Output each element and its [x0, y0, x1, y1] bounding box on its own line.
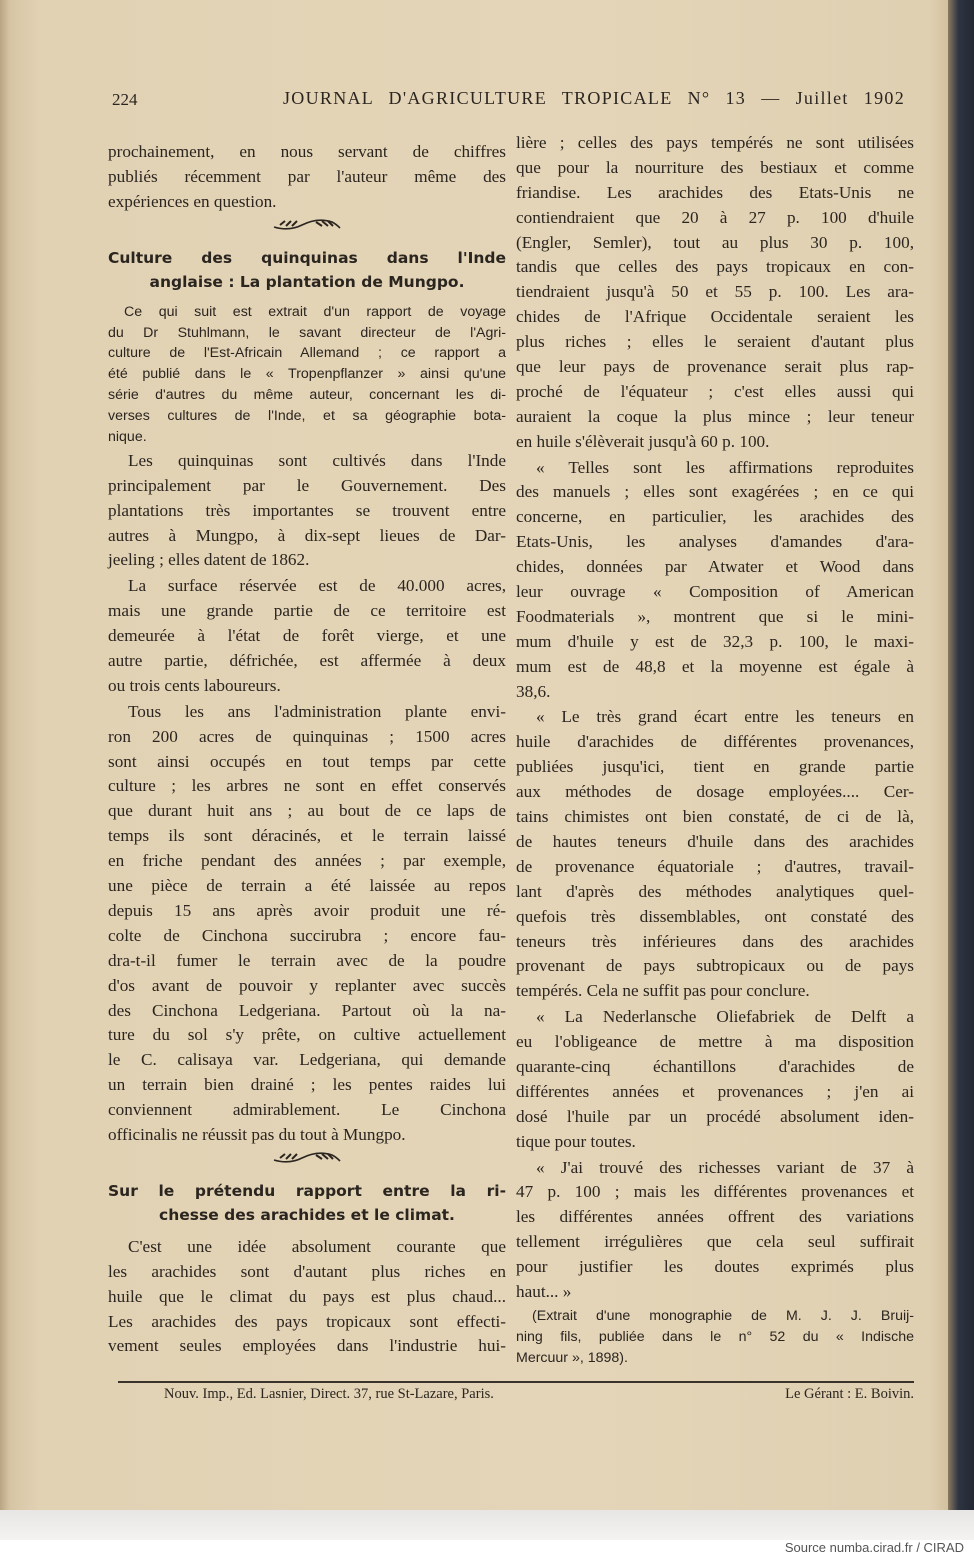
text-line: principalement par le Gouvernement. Des [108, 475, 506, 495]
section-heading [108, 1179, 506, 1227]
heading-line: Sur le prétendu rapport entre la ri- [108, 1181, 506, 1200]
text-line: vement seules employées dans l'industrie hui- [108, 1336, 506, 1356]
text-line: auraient la coque la plus mince ; leur teneur [516, 406, 914, 426]
text-line: pour justifier les doutes exprimés plus [516, 1257, 914, 1277]
manager-credit: Le Gérant : E. Boivin. [785, 1386, 914, 1402]
running-title: JOURNAL D'AGRICULTURE TROPICALE N° 13 — Juillet 1902 [283, 88, 905, 108]
paragraph [516, 456, 914, 705]
text-column-right [516, 131, 914, 1370]
text-line: quarante-cinq échantillons d'arachides de [516, 1056, 914, 1076]
text-line: mum est de 48,8 et la moyenne est égale à [516, 656, 914, 676]
text-line: nique. [108, 429, 147, 446]
text-line: leur ouvrage « Composition of American [516, 582, 914, 602]
text-line: sont ainsi occupés en tout temps par cette [108, 751, 506, 771]
text-line: ou trois cents laboureurs. [108, 675, 281, 695]
text-line: colte de Cinchona succirubra ; encore fau- [108, 925, 506, 945]
text-line: ron 200 acres de quinquinas ; 1500 acres [108, 726, 506, 746]
text-line: « J'ai trouvé des richesses variant de 37 à [536, 1157, 914, 1177]
editorial-note [516, 1306, 914, 1369]
text-line: publiés récemment par l'auteur même des [108, 166, 506, 186]
paragraph [108, 700, 506, 1148]
text-line: ning fils, publiée dans le n° 52 du « Indische [516, 1328, 914, 1345]
text-line: tellement irrégulières que cela seul suffirait [516, 1232, 914, 1252]
paragraph [516, 131, 914, 455]
heading-line: anglaise : La plantation de Mungpo. [149, 272, 465, 291]
editorial-note [108, 302, 506, 448]
text-line: mum d'huile y est de 32,3 p. 100, le maxi- [516, 631, 914, 651]
paragraph [108, 140, 506, 215]
source-credit: Source numba.cirad.fr / CIRAD [784, 1540, 964, 1555]
fleuron-ornament-icon [272, 1149, 342, 1165]
text-line: expériences en question. [108, 191, 277, 211]
text-line: teneurs très inférieures dans des arachides [516, 931, 914, 951]
text-line: huile d'arachides de différentes provenances, [516, 732, 914, 752]
text-line: autres à Mungpo, à dix-sept lieues de Dar- [108, 525, 506, 545]
text-line: de provenance équatoriale ; d'autres, travail- [516, 856, 914, 876]
text-line: en friche pendant des années ; par exemple, [108, 851, 506, 871]
text-line: du Dr Stuhlmann, le savant directeur de l'Agri- [108, 324, 506, 341]
ornament-divider [108, 216, 506, 242]
paragraph [516, 705, 914, 1004]
text-line: demeurée à l'état de forêt vierge, et une [108, 626, 506, 646]
text-line: jeeling ; elles datent de 1862. [108, 550, 310, 570]
ornament-divider [108, 1149, 506, 1175]
text-line: Foodmaterials », montrent que si le mini- [516, 606, 914, 626]
text-line: (Extrait d'une monographie de M. J. J. Bruij- [532, 1307, 914, 1324]
text-line: plus riches ; elles le seraient d'autant plus [516, 332, 914, 352]
text-line: dosé l'huile par un procédé absolument iden- [516, 1106, 914, 1126]
text-line: lant d'après des méthodes analytiques quel- [516, 881, 914, 901]
heading-line: Culture des quinquinas dans l'Inde [108, 248, 506, 267]
text-line: un terrain bien drainé ; les pentes raides lui [108, 1075, 506, 1095]
text-line: de hautes teneurs d'huile dans des arachides [516, 831, 914, 851]
text-line: Ce qui suit est extrait d'un rapport de voyage [124, 303, 506, 320]
text-line: série d'autres du même auteur, concernant les di- [108, 387, 506, 404]
heading-line: chesse des arachides et le climat. [159, 1205, 455, 1224]
page-number: 224 [112, 90, 138, 109]
text-line: temps ils sont déracinés, et le terrain laissé [108, 826, 506, 846]
text-line: tandis que celles des pays tropicaux en con- [516, 257, 914, 277]
text-line: une pièce de terrain a été laissée au repos [108, 876, 506, 896]
text-line: culture ; les arbres ne sont en effet conservés [108, 776, 506, 796]
text-line: Les arachides des pays tropicaux sont effecti- [108, 1311, 506, 1331]
text-line: que leur pays de provenance serait plus rap- [516, 357, 914, 377]
text-line: « Telles sont les affirmations reproduites [536, 457, 914, 477]
text-line: proché de l'équateur ; c'est elles aussi qui [516, 381, 914, 401]
text-line: différentes années et provenances ; j'en ai [516, 1081, 914, 1101]
text-line: eu l'obligeance de mettre à ma disposition [516, 1032, 914, 1052]
text-line: dra-t-il fumer le terrain avec de la poudre [108, 950, 506, 970]
text-line: haut... » [516, 1281, 572, 1301]
text-line: les différentes années offrent des variations [516, 1207, 914, 1227]
text-line: tains chimistes ont bien constaté, de ci de là, [516, 807, 914, 827]
book-binding-edge [948, 0, 974, 1530]
text-line: contiendraient que 20 à 27 p. 100 d'huile [516, 207, 914, 227]
text-line: tempérés. Cela ne suffit pas pour conclure. [516, 981, 810, 1001]
text-line: lière ; celles des pays tempérés ne sont utilisées [516, 133, 914, 152]
fleuron-ornament-icon [272, 216, 342, 232]
text-line: en huile s'élèverait jusqu'à 60 p. 100. [516, 431, 770, 451]
text-line: verses cultures de l'Inde, et sa géographie bota- [108, 408, 506, 425]
text-line: Mercuur », 1898). [516, 1349, 628, 1366]
text-line: publiées jusqu'ici, tient en grande partie [516, 757, 914, 777]
text-line: les arachides sont d'autant plus riches en [108, 1261, 506, 1281]
printer-imprint: Nouv. Imp., Ed. Lasnier, Direct. 37, rue St-Lazare, Paris. [164, 1386, 494, 1402]
text-line: 47 p. 100 ; mais les différentes provenances et [516, 1182, 914, 1202]
text-line: chides, données par Atwater et Wood dans [516, 557, 914, 577]
section-heading [108, 246, 506, 294]
paragraph [516, 1005, 914, 1154]
text-line: friandise. Les arachides des Etats-Unis ne [516, 182, 914, 202]
paragraph [108, 449, 506, 573]
text-line: conviennent admirablement. Le Cinchona [108, 1100, 506, 1120]
text-line: quefois très dissemblables, ont constaté des [516, 906, 914, 926]
text-line: concerne, en particulier, les arachides des [516, 507, 914, 527]
text-line: officinalis ne réussit pas du tout à Mungpo. [108, 1124, 406, 1144]
text-line: des manuels ; elles sont exagérées ; en ce qui [516, 482, 914, 502]
text-line: d'os avant de pouvoir y replanter avec succès [108, 975, 506, 995]
text-line: aux méthodes de dosage employées.... Cer- [516, 782, 914, 802]
scan-margin [0, 1510, 974, 1540]
paragraph [108, 574, 506, 698]
text-line: depuis 15 ans après avoir produit une ré- [108, 900, 506, 920]
text-line: provenant de pays subtropicaux ou de pays [516, 956, 914, 976]
paragraph [516, 1156, 914, 1305]
text-line: Etats-Unis, les analyses d'amandes d'ara- [516, 532, 914, 552]
text-line: que pour la nourriture des bestiaux et comme [516, 157, 914, 177]
text-line: plantations très importantes se trouvent entre [108, 500, 506, 520]
text-line: prochainement, en nous servant de chiffres [108, 142, 506, 161]
text-line: « La Nederlansche Oliefabriek de Delft a [536, 1007, 914, 1027]
text-line: Tous les ans l'administration plante envi- [128, 701, 506, 721]
text-line: chides de l'Afrique Occidentale seraient les [516, 307, 914, 327]
text-line: des Cinchona Ledgeriana. Partout où la na- [108, 1000, 506, 1020]
text-line: La surface réservée est de 40.000 acres, [128, 576, 506, 596]
text-line: que durant huit ans ; au bout de ce laps de [108, 801, 506, 821]
text-line: autre partie, défrichée, est affermée à deux [108, 651, 506, 671]
text-column-left [108, 140, 506, 1360]
text-line: 38,6. [516, 681, 551, 701]
text-line: culture de l'Est-Africain Allemand ; ce rapport a [108, 345, 506, 362]
text-line: huile que le climat du pays est plus chaud... [108, 1286, 506, 1306]
text-line: Les quinquinas sont cultivés dans l'Inde [128, 450, 506, 470]
text-line: « Le très grand écart entre les teneurs en [536, 707, 914, 727]
text-line: été publié dans le « Tropenpflanzer » ainsi qu'une [108, 366, 506, 383]
text-line: ture du sol s'y prête, on cultive actuellement [108, 1025, 506, 1045]
text-line: mais une grande partie de ce territoire est [108, 601, 506, 621]
text-line: C'est une idée absolument courante que [128, 1236, 506, 1256]
footer-rule [118, 1381, 914, 1383]
text-line: tique pour toutes. [516, 1131, 636, 1151]
text-line: (Engler, Semler), tout au plus 30 p. 100, [516, 232, 914, 252]
text-line: le C. calisaya var. Ledgeriana, qui demande [108, 1050, 506, 1070]
paragraph [108, 1235, 506, 1359]
text-line: tiendraient jusqu'à 50 et 55 p. 100. Les ara- [516, 282, 914, 302]
